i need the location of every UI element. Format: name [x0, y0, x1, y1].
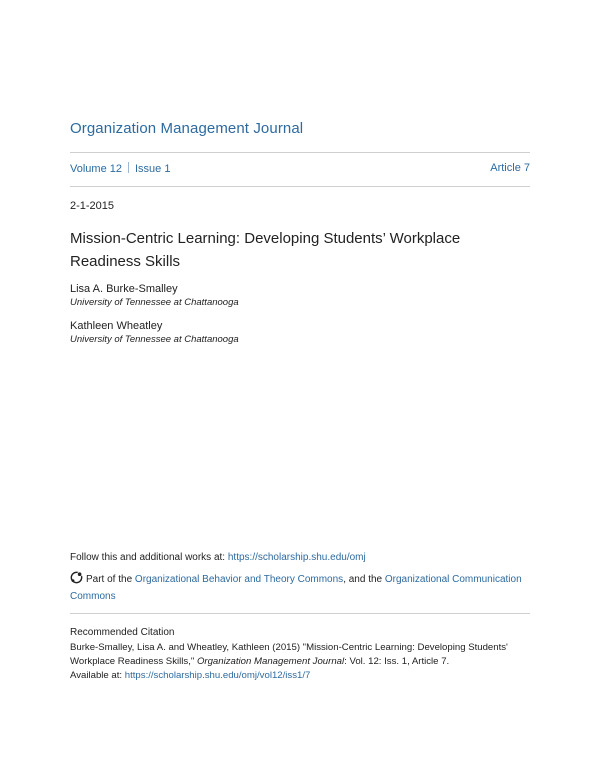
citation-url-link[interactable]: https://scholarship.shu.edu/omj/vol12/iss1/7: [124, 670, 311, 681]
citation-journal: Organization Management Journal: [196, 656, 345, 667]
follow-text: Follow this and additional works at:: [70, 552, 228, 563]
article-number-link[interactable]: Article 7: [490, 162, 530, 174]
divider-issue: [70, 186, 530, 187]
author-name: Kathleen Wheatley: [70, 320, 163, 332]
divider-citation: [70, 613, 530, 614]
citation-volume: : Vol. 12: Iss. 1, Article 7.: [344, 656, 450, 667]
follow-url-link[interactable]: https://scholarship.shu.edu/omj: [227, 552, 366, 563]
organizational-communication-commons-link[interactable]: Organizational Communication Commons: [70, 574, 522, 602]
publication-date: 2-1-2015: [70, 200, 115, 212]
organizational-behavior-commons-link[interactable]: Organizational Behavior and Theory Commons: [134, 574, 344, 585]
volume-issue-separator: [128, 162, 129, 173]
part-of-text: Part of the: [86, 574, 135, 585]
article-title: Mission-Centric Learning: Developing Students’ Workplace Readiness Skills: [70, 230, 461, 270]
recommended-citation-heading: Recommended Citation: [70, 627, 175, 638]
divider-top: [70, 152, 530, 153]
volume-issue: [70, 162, 170, 175]
commons-network-icon: [70, 571, 83, 584]
author-affiliation: University of Tennessee at Chattanooga: [70, 297, 239, 308]
author-affiliation: University of Tennessee at Chattanooga: [70, 334, 239, 345]
part-of-line: [70, 571, 530, 605]
author-name: Lisa A. Burke-Smalley: [70, 283, 178, 295]
follow-line: [70, 552, 366, 563]
issue-row: [70, 162, 530, 178]
available-at-text: Available at:: [70, 670, 125, 681]
volume-link[interactable]: Volume 12: [70, 163, 122, 175]
citation-text: Burke-Smalley, Lisa A. and Wheatley, Kathleen (2015) "Mission-Centric Learning: Developing Students' Workplace Readiness Skills,": [70, 642, 508, 667]
journal-title[interactable]: Organization Management Journal: [70, 120, 304, 137]
issue-link[interactable]: Issue 1: [134, 163, 171, 175]
recommended-citation: [70, 641, 530, 683]
part-of-middle-text: , and the: [343, 574, 385, 585]
